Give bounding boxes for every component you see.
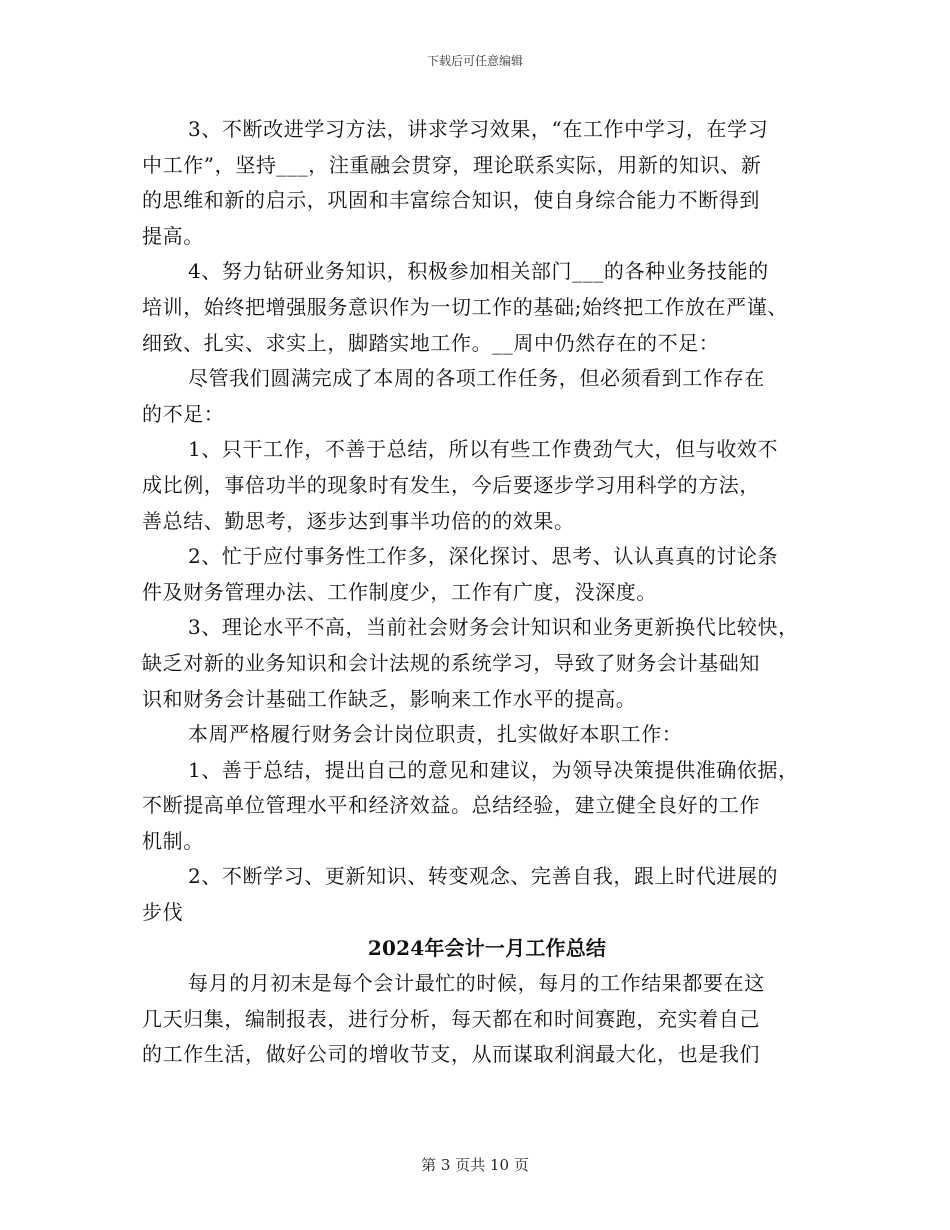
text-line: 善总结、勤思考，逐步达到事半功倍的的效果。 — [142, 508, 575, 533]
text-line: 的工作生活，做好公司的增收节支，从而谋取利润最大化，也是我们 — [142, 1042, 760, 1067]
text-line: 中工作”，坚持___，注重融会贯穿，理论联系实际，用新的知识、新 — [142, 152, 762, 177]
text-line: 本周严格履行财务会计岗位职责，扎实做好本职工作： — [188, 722, 683, 747]
text-line: 每月的月初末是每个会计最忙的时候，每月的工作结果都要在这 — [188, 971, 765, 996]
text-line: 3、不断改进学习方法，讲求学习效果，“在工作中学习，在学习 — [188, 117, 769, 141]
text-line: 2、不断学习、更新知识、转变观念、完善自我，跟上时代进展的 — [188, 864, 779, 889]
text-line: 件及财务管理办法、工作制度少，工作有广度，没深度。 — [142, 579, 657, 604]
text-line: 3、理论水平不高，当前社会财务会计知识和业务更新换代比较快， — [188, 615, 799, 640]
section-paragraphs — [142, 966, 832, 1073]
text-line: 的不足： — [142, 401, 225, 426]
text-line: 成比例，事倍功半的现象时有发生，今后要逐步学习用科学的方法， — [142, 472, 760, 497]
text-line: 的思维和新的启示，巩固和丰富综合知识，使自身综合能力不断得到 — [142, 188, 760, 213]
text-line: 提高。 — [142, 223, 204, 248]
body-paragraphs — [142, 112, 832, 931]
page-header: 下载后可任意编辑 — [426, 54, 523, 68]
text-line: 尽管我们圆满完成了本周的各项工作任务，但必须看到工作存在 — [188, 366, 765, 391]
text-line: 1、只干工作，不善于总结，所以有些工作费劲气大，但与收效不 — [188, 437, 779, 462]
text-line: 缺乏对新的业务知识和会计法规的系统学习，导致了财务会计基础知 — [142, 650, 760, 675]
text-line: 培训，始终把增强服务意识作为一切工作的基础;始终把工作放在严谨、 — [142, 294, 788, 319]
document-body — [142, 112, 832, 1073]
text-line: 2、忙于应付事务性工作多，深化探讨、思考、认认真真的讨论条 — [188, 544, 779, 569]
section-title: 2024年会计一月工作总结 — [367, 935, 607, 960]
text-line: 步伐 — [142, 900, 184, 925]
page-footer: 第 3 页共 10 页 — [421, 1156, 529, 1174]
text-line: 几天归集，编制报表，进行分析，每天都在和时间赛跑，充实着自己 — [142, 1006, 760, 1031]
text-line: 识和财务会计基础工作缺乏，影响来工作水平的提高。 — [142, 686, 637, 711]
text-line: 细致、扎实、求实上，脚踏实地工作。__周中仍然存在的不足： — [142, 330, 720, 355]
text-line: 4、努力钻研业务知识，积极参加相关部门___的各种业务技能的 — [188, 259, 769, 284]
text-line: 不断提高单位管理水平和经济效益。总结经验，建立健全良好的工作 — [142, 793, 760, 818]
text-line: 1、善于总结，提出自己的意见和建议，为领导决策提供准确依据， — [188, 757, 799, 782]
text-line: 机制。 — [142, 828, 204, 853]
